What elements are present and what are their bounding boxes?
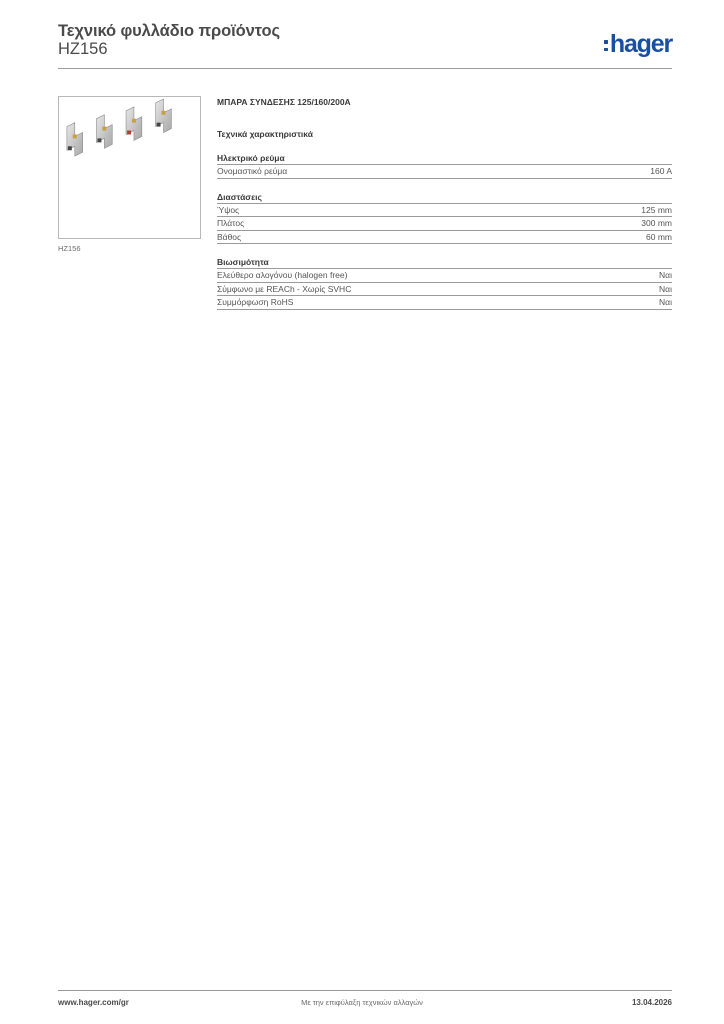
spec-value: Ναι [659, 270, 672, 280]
spec-value: 160 A [650, 166, 672, 176]
footer-disclaimer: Με την επιφύλαξη τεχνικών αλλαγών [301, 998, 423, 1007]
product-name: ΜΠΑΡΑ ΣΥΝΔΕΣΗΣ 125/160/200A [217, 97, 351, 107]
spec-label: Βάθος [217, 231, 242, 242]
header-divider [58, 68, 672, 69]
spec-row [217, 269, 672, 283]
spec-label: Ονομαστικό ρεύμα [217, 166, 288, 176]
busbar-3 [126, 107, 142, 141]
spec-row [217, 217, 672, 231]
spec-value: 60 mm [646, 231, 672, 242]
spec-group-title: Ηλεκτρικό ρεύμα [217, 152, 672, 165]
specifications-panel [217, 96, 672, 310]
spec-row [217, 296, 672, 310]
spec-group-sustainability [217, 256, 672, 310]
busbar-4 [156, 99, 172, 133]
spec-row [217, 165, 672, 179]
logo-wordmark: hager [609, 30, 672, 58]
logo-dots-icon [604, 40, 608, 51]
spec-label: Πλάτος [217, 218, 245, 228]
spec-value: Ναι [659, 283, 672, 294]
busbar-illustration [59, 97, 200, 238]
spec-row [217, 231, 672, 245]
document-header [58, 20, 672, 70]
image-caption: HZ156 [58, 244, 81, 253]
footer-website-link[interactable]: www.hager.com/gr [58, 998, 129, 1007]
spec-value: Ναι [659, 297, 672, 307]
spec-label: Ύψος [217, 204, 240, 215]
spec-label: Ελεύθερο αλογόνου (halogen free) [217, 270, 348, 280]
busbar-2 [96, 115, 112, 149]
spec-group-title: Βιωσιμότητα [217, 256, 672, 269]
spec-row [217, 283, 672, 297]
footer-date: 13.04.2026 [631, 998, 672, 1007]
section-title: Τεχνικά χαρακτηριστικά [217, 129, 313, 139]
spec-row [217, 204, 672, 218]
document-title: Τεχνικό φυλλάδιο προϊόντος [58, 22, 280, 40]
product-code: HZ156 [58, 40, 108, 58]
product-image [58, 96, 201, 239]
busbar-1 [67, 123, 83, 157]
spec-value: 300 mm [641, 218, 672, 228]
spec-label: Συμμόρφωση RoHS [217, 297, 294, 307]
spec-group-title: Διαστάσεις [217, 191, 672, 204]
spec-group-electrical [217, 152, 672, 179]
hager-logo [604, 30, 672, 58]
footer-divider [58, 990, 672, 991]
spec-group-dimensions [217, 191, 672, 245]
spec-label: Σύμφωνο με REACh - Χωρίς SVHC [217, 283, 352, 294]
spec-value: 125 mm [641, 204, 672, 215]
